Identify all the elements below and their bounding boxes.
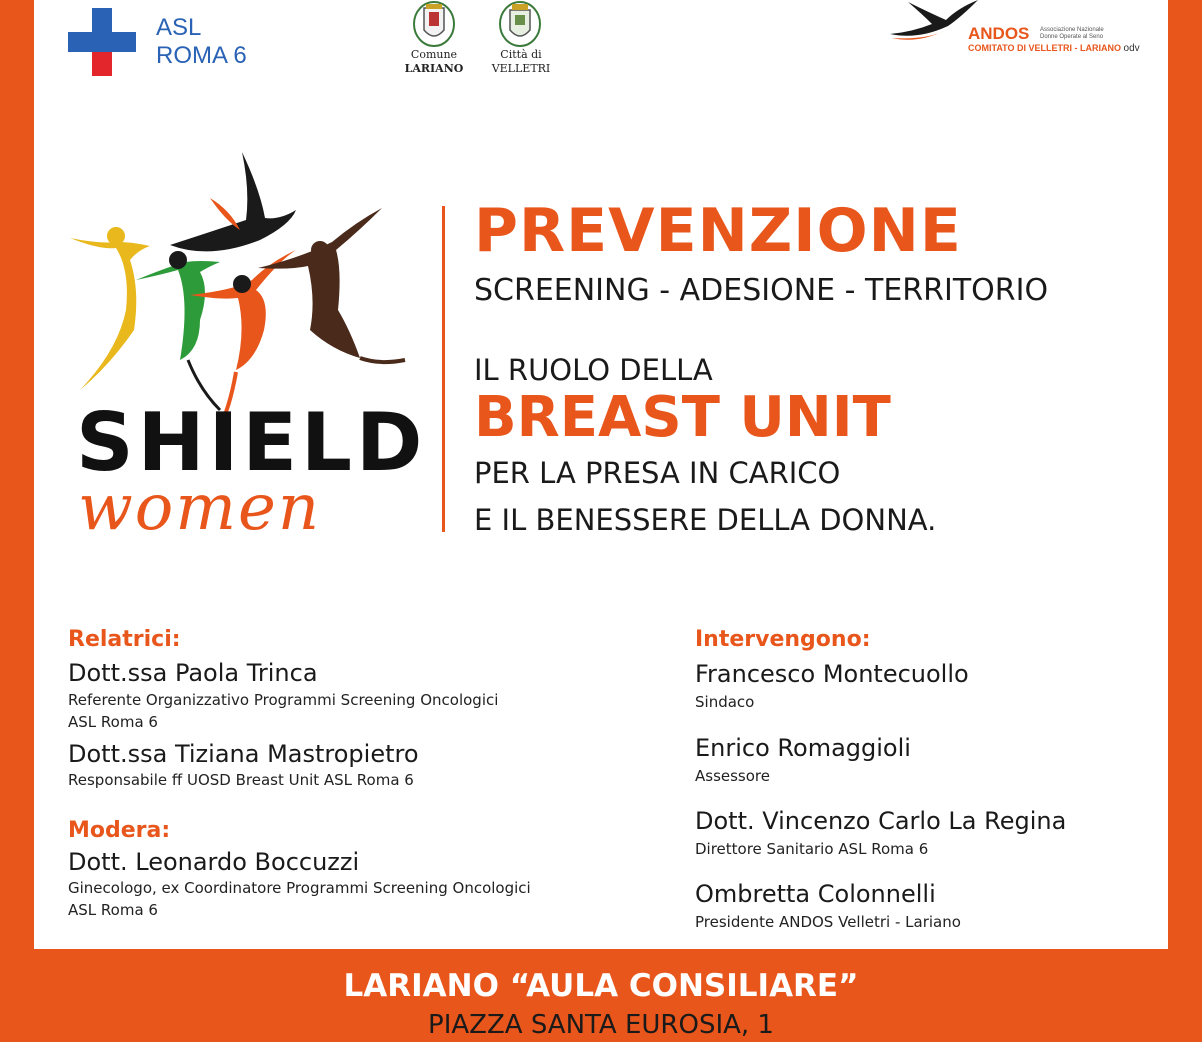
speaker-role: ASL Roma 6	[68, 713, 158, 731]
speaker-role: Referente Organizzativo Programmi Screening Oncologici	[68, 691, 499, 709]
modera-heading: Modera:	[68, 818, 171, 843]
venue-title: LARIANO “AULA CONSILIARE”	[343, 968, 859, 1004]
lariano-line2: LARIANO	[404, 62, 464, 75]
speaker-name: Dott.ssa Tiziana Mastropietro	[68, 740, 419, 768]
velletri-line1: Città di	[500, 48, 542, 61]
intervengono-heading: Intervengono:	[695, 627, 871, 652]
title-breast-unit: BREAST UNIT	[474, 385, 891, 450]
velletri-crest-label	[481, 48, 561, 76]
asl-cross-icon	[68, 8, 136, 76]
speaker-role: Responsabile ff UOSD Breast Unit ASL Roma 6	[68, 771, 414, 789]
dancing-women-illustration	[60, 150, 420, 420]
shield-logo-word: SHIELD	[76, 396, 427, 489]
velletri-crest-icon	[498, 0, 542, 48]
vertical-divider	[442, 206, 445, 532]
title-prevenzione: PREVENZIONE	[474, 196, 962, 266]
relatrici-heading: Relatrici:	[68, 627, 181, 652]
guest-role: Assessore	[695, 767, 770, 785]
lariano-crest-icon	[412, 0, 456, 48]
guest-name: Dott. Vincenzo Carlo La Regina	[695, 807, 1067, 835]
lariano-crest-label	[394, 48, 474, 76]
guest-role: Presidente ANDOS Velletri - Lariano	[695, 913, 961, 931]
women-logo-word: women	[78, 471, 322, 545]
andos-name: ANDOS	[968, 24, 1030, 43]
title-subtitle: SCREENING - ADESIONE - TERRITORIO	[474, 273, 1049, 308]
moderator-name: Dott. Leonardo Boccuzzi	[68, 848, 360, 876]
moderator-role: ASL Roma 6	[68, 901, 158, 919]
guest-role: Direttore Sanitario ASL Roma 6	[695, 840, 929, 858]
lariano-line1: Comune	[410, 48, 458, 61]
andos-suffix: odv	[1123, 43, 1140, 54]
guest-role: Sindaco	[695, 693, 755, 711]
guest-name: Ombretta Colonnelli	[695, 880, 936, 908]
asl-line2: ROMA 6	[156, 42, 247, 69]
title-line4: E IL BENESSERE DELLA DONNA.	[474, 503, 937, 537]
swallow-bird-icon	[170, 152, 296, 251]
asl-line1: ASL	[156, 14, 202, 41]
andos-subtitle: Associazione Nazionale Donne Operate al Seno	[1040, 27, 1104, 40]
guest-name: Enrico Romaggioli	[695, 734, 911, 762]
asl-logo-text	[156, 14, 247, 70]
speaker-name: Dott.ssa Paola Trinca	[68, 659, 318, 687]
guest-name: Francesco Montecuollo	[695, 660, 969, 688]
andos-comitato: COMITATO DI VELLETRI - LARIANO odv	[968, 43, 1140, 54]
title-line3: PER LA PRESA IN CARICO	[474, 456, 841, 490]
venue-address: PIAZZA SANTA EUROSIA, 1	[428, 1010, 774, 1040]
velletri-line2: VELLETRI	[491, 62, 551, 75]
title-role-intro: IL RUOLO DELLA	[474, 353, 713, 387]
moderator-role: Ginecologo, ex Coordinatore Programmi Screening Oncologici	[68, 879, 531, 897]
